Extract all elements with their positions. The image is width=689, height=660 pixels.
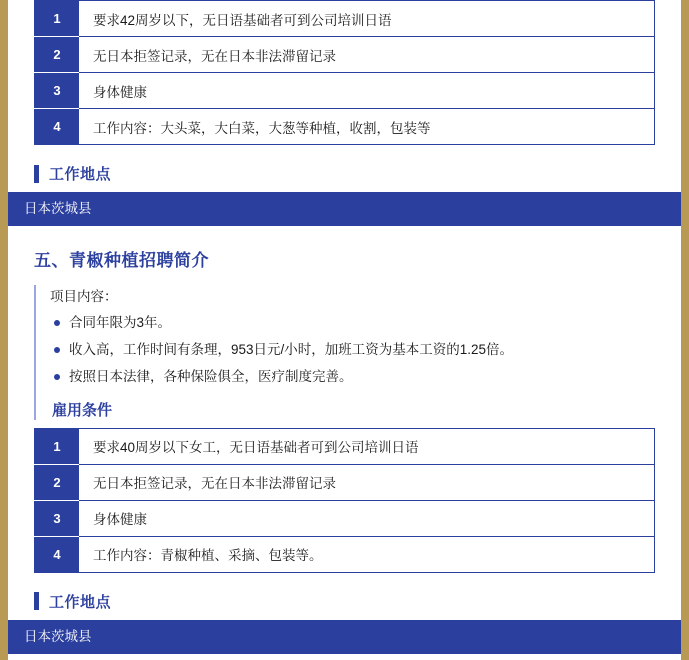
bullet-dot-icon [54,374,60,380]
table-row [35,464,655,500]
row-text: 要求42周岁以下，无日语基础者可到公司培训日语 [79,1,655,37]
project-content-block [34,285,655,420]
heading-text: 工作地点 [49,166,112,183]
row-text: 身体健康 [79,73,655,109]
row-text: 要求40周岁以下女工，无日语基础者可到公司培训日语 [79,428,655,464]
row-text: 工作内容：青椒种植、采摘、包装等。 [79,536,655,572]
list-item [50,314,655,332]
location-value-bar-1: 日本茨城县 [8,192,681,226]
heading-accent-bar [34,592,39,610]
list-item [50,368,655,386]
table-row [35,428,655,464]
row-number: 3 [35,500,80,536]
list-item-text: 按照日本法律，各种保险俱全，医疗制度完善。 [69,369,353,385]
table-row [35,37,655,73]
location-heading-5 [34,591,655,612]
table-row [35,1,655,37]
page-content-2 [8,246,681,612]
row-text: 工作内容：大头菜，大白菜，大葱等种植，收割，包装等 [79,109,655,145]
table-row [35,500,655,536]
list-item-text: 合同年限为3年。 [69,315,172,330]
table-row [35,109,655,145]
row-text: 身体健康 [79,500,655,536]
section-title-five: 五、青椒种植招聘简介 [34,251,209,270]
employment-conditions-heading: 雇用条件 [52,401,113,419]
location-value-bar-5: 日本茨城县 [8,620,681,654]
conditions-table-1 [34,0,655,145]
page-content [8,0,681,184]
row-number: 3 [35,73,80,109]
list-item-text: 收入高，工作时间有条理，953日元/小时，加班工资为基本工资的1.25倍。 [69,342,514,358]
row-text: 无日本拒签记录，无在日本非法滞留记录 [79,37,655,73]
row-text: 无日本拒签记录，无在日本非法滞留记录 [79,464,655,500]
row-number: 1 [35,428,80,464]
row-number: 2 [35,37,80,73]
bullet-dot-icon [54,320,60,326]
row-number: 4 [35,536,80,572]
row-number: 4 [35,109,80,145]
location-heading-1 [34,163,655,184]
section-marker-bar [42,0,47,6]
table-row [35,536,655,572]
table-row [35,73,655,109]
project-content-label: 项目内容： [50,289,118,304]
heading-accent-bar [34,165,39,183]
row-number: 1 [35,1,80,37]
heading-text: 工作地点 [49,593,112,611]
bullet-dot-icon [54,347,60,353]
list-item [50,341,655,359]
conditions-table-5 [34,428,655,573]
row-number: 2 [35,464,80,500]
